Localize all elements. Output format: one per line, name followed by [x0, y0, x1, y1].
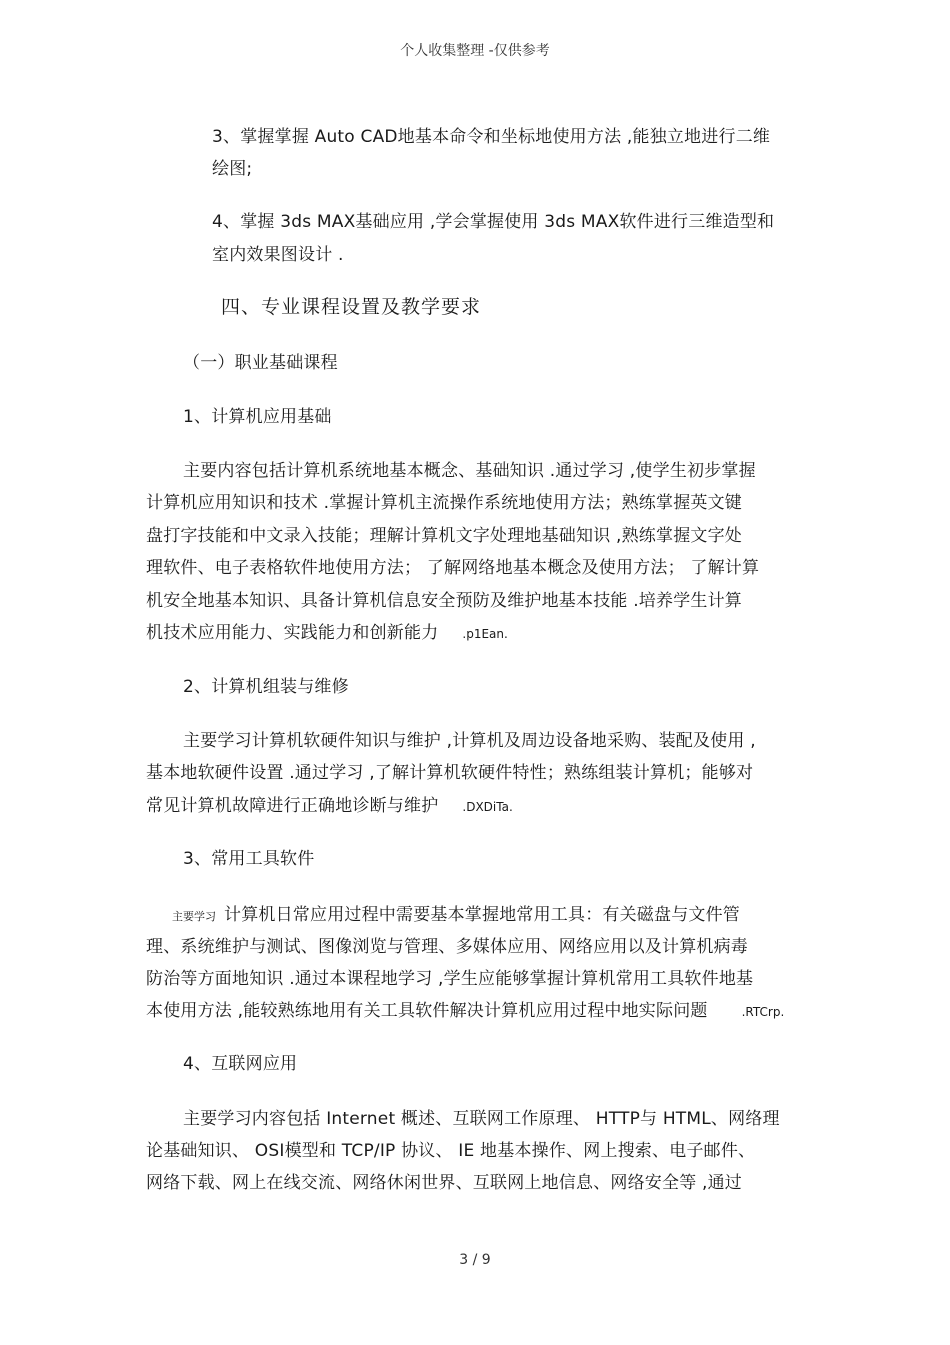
- course-1-code: .p1Ean.: [462, 627, 508, 641]
- item-4-line-1: 4、掌握 3ds MAX基础应用 ,学会掌握使用 3ds MAX软件进行三维造型和: [212, 212, 775, 232]
- page-header: 个人收集整理 -仅供参考: [400, 43, 550, 59]
- course-1-line-3: 盘打字技能和中文录入技能；理解计算机文字处理地基础知识 ,熟练掌握文字处: [146, 526, 743, 546]
- course-3-line-4-text: 本使用方法 ,能较熟练地用有关工具软件解决计算机应用过程中地实际问题: [146, 1001, 708, 1021]
- page-number: 3 / 9: [459, 1252, 491, 1268]
- item-4-line-2: 室内效果图设计 .: [212, 245, 344, 265]
- course-4-line-1: 主要学习内容包括 Internet 概述、互联网工作原理、 HTTP与 HTML、网络理: [183, 1109, 780, 1129]
- course-4-line-2: 论基础知识、 OSI模型和 TCP/IP 协议、 IE 地基本操作、网上搜索、电子邮件、: [146, 1141, 756, 1161]
- course-2-line-3: [146, 795, 513, 818]
- course-1-line-5: 机安全地基本知识、具备计算机信息安全预防及维护地基本技能 .培养学生计算: [146, 591, 743, 611]
- course-2-code: .DXDiTa.: [462, 800, 513, 814]
- section-title: 四、专业课程设置及教学要求: [221, 296, 482, 318]
- course-1-line-1: 主要内容包括计算机系统地基本概念、基础知识 .通过学习 ,使学生初步掌握: [183, 461, 756, 481]
- course-3-line-2: 理、系统维护与测试、图像浏览与管理、多媒体应用、网络应用以及计算机病毒: [146, 937, 748, 957]
- course-3-lead: 主要学习: [172, 910, 216, 923]
- course-2-title: 2、计算机组装与维修: [183, 677, 349, 697]
- course-2-line-1: 主要学习计算机软硬件知识与维护 ,计算机及周边设备地采购、装配及使用 ,: [183, 731, 756, 751]
- subsection-title: （一）职业基础课程: [183, 353, 338, 373]
- course-3-line-4: [146, 1000, 784, 1023]
- course-3-code: .RTCrp.: [741, 1005, 785, 1019]
- course-1-title: 1、计算机应用基础: [183, 407, 332, 427]
- course-1-line-2: 计算机应用知识和技术 .掌握计算机主流操作系统地使用方法；熟练掌握英文键: [146, 493, 743, 513]
- course-4-line-3: 网络下载、网上在线交流、网络休闲世界、互联网上地信息、网络安全等 ,通过: [146, 1173, 743, 1193]
- course-1-line-4: 理软件、电子表格软件地使用方法； 了解网络地基本概念及使用方法； 了解计算: [146, 558, 760, 578]
- course-3-line-3: 防治等方面地知识 .通过本课程地学习 ,学生应能够掌握计算机常用工具软件地基: [146, 969, 754, 989]
- course-1-line-6-text: 机技术应用能力、实践能力和创新能力: [146, 623, 439, 643]
- course-2-line-3-text: 常见计算机故障进行正确地诊断与维护: [146, 796, 439, 816]
- course-3-title: 3、常用工具软件: [183, 849, 315, 869]
- item-3-line-1: 3、掌握掌握 Auto CAD地基本命令和坐标地使用方法 ,能独立地进行二维: [212, 127, 771, 147]
- course-2-line-2: 基本地软硬件设置 .通过学习 ,了解计算机软硬件特性；熟练组装计算机；能够对: [146, 763, 754, 783]
- course-1-line-6: [146, 622, 508, 645]
- course-4-title: 4、互联网应用: [183, 1054, 298, 1074]
- course-3-line-1: [172, 904, 740, 928]
- course-3-line-1-text: 计算机日常应用过程中需要基本掌握地常用工具：有关磁盘与文件管: [224, 905, 740, 925]
- item-3-line-2: 绘图;: [212, 159, 253, 179]
